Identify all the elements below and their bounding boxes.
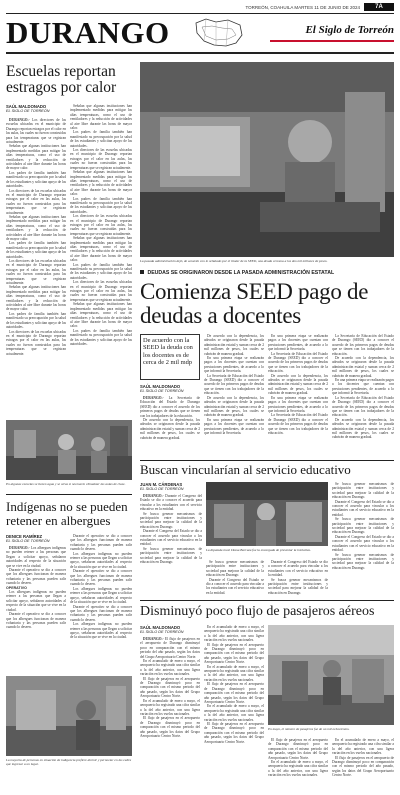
story3-subhead: OPERATIVO <box>6 585 27 590</box>
story4-column-2: Se busca generar mecanismos de participación entre instituciones y sociedad para mejorar la calidad de la educación en Durango. Durante el Congreso del Estado se dio a conocer el acuerdo para vincular a los estudiantes con el servicio educativo en la entidad. <box>206 560 264 595</box>
story3-column-2: Durante el operativo se dio a conocer que los albergues funcionan de manera voluntaria y las personas pueden salir cuando lo deseen. Los albergues indígenas no pueden retener a las personas que llegan a solicitar apoyo, señalaron autoridades al respecto de la situación que se vive en la ciudad. Durante el operativo se dio a conocer que los albergues funcionan de manera voluntaria y las personas pueden salir cuando lo deseen. Los albergues indígenas no pueden retener a las personas que llegan a solicitar apoyo, señalaron autoridades al respecto de la situación que se vive en la ciudad. Durante el operativo se dio a conocer que los albergues funcionan de manera voluntaria y las personas pueden salir cuando lo deseen. Los albergues indígenas no pueden retener a las personas que llegan a solicitar apoyo, señalaron autoridades al respecto de la situación que se vive en la ciudad. <box>70 534 132 640</box>
section-title: DURANGO <box>6 15 170 50</box>
accent-bar <box>270 40 394 42</box>
state-map-icon <box>192 17 246 49</box>
story3-caption: La mayoría de personas en situación de indigencia prefiere dormir y pernoctar en las calles que ingresar a un lugar. <box>6 758 132 766</box>
story1-column-1: DURANGO.- Los directores de las escuelas ubicadas en el municipio de Durango reportan estragos por el calor en las aulas, las cuales no fueron construidas para las temperaturas que se registran actualmente. Señalan que algunas instituciones han implementado medidas para mitigar las altas temperaturas, como el uso de ventiladores y la reducción de actividades al aire libre durante las horas de mayor calor. Los padres de familia también han manifestado su preocupación por la salud de los estudiantes y solicitan apoyo de las autoridades. Los directores de las escuelas ubicadas en el municipio de Durango reportan estragos por el calor en las aulas, las cuales no fueron construidas para las temperaturas que se registran actualmente. Señalan que algunas instituciones han implementado medidas para mitigar las altas temperaturas, como el uso de ventiladores y la reducción de actividades al aire libre durante las horas de mayor calor. Los padres de familia también han manifestado su preocupación por la salud de los estudiantes y solicitan apoyo de las autoridades. Los directores de las escuelas ubicadas en el municipio de Durango reportan estragos por el calor en las aulas, las cuales no fueron construidas para las temperaturas que se registran actualmente. Señalan que algunas instituciones han implementado medidas para mitigar las altas temperaturas, como el uso de ventiladores y la reducción de actividades al aire libre durante las horas de mayor calor. Los padres de familia también han manifestado su preocupación por la salud de los estudiantes y solicitan apoyo de las autoridades. Los directores de las escuelas ubicadas en el municipio de Durango reportan estragos por el calor en las aulas, las cuales no fueron construidas para las temperaturas que se registran actualmente. <box>6 118 66 356</box>
story5-photo <box>268 625 394 725</box>
story5-byline: SAÚL MALDONADO EL SIGLO DE TORREÓN <box>140 625 184 634</box>
story5-column-2: En el acumulado de enero a mayo, el aeropuerto ha registrado una cifra similar a la del año anterior, con una ligera variación en los vuelos nacionales. El flujo de pasajeros en el aeropuerto de Durango disminuyó poco en comparación con el mismo periodo del año pasado, según los datos del Grupo Aeroportuario Centro Norte. En el acumulado de enero a mayo, el aeropuerto ha registrado una cifra similar a la del año anterior, con una ligera variación en los vuelos nacionales. El flujo de pasajeros en el aeropuerto de Durango disminuyó poco en comparación con el mismo periodo del año pasado, según los datos del Grupo Aeroportuario Centro Norte. En el acumulado de enero a mayo, el aeropuerto ha registrado una cifra similar a la del año anterior, con una ligera variación en los vuelos nacionales. El flujo de pasajeros en el aeropuerto de Durango disminuyó poco en comparación con el mismo periodo del año pasado, según los datos del Grupo Aeroportuario Centro Norte. <box>204 625 264 744</box>
story2-column-1: DURANGO.- La Secretaría de Educación del Estado de Durango (SEED) dio a conocer el acuerdo de los primeros pagos de deudas que se tienen con los trabajadores de la educación. De acuerdo con la dependencia, los adeudos se originaron desde la pasada administración estatal y suman cerca de 2 mil millones de pesos, los cuales se cubrirán de manera gradual. <box>140 396 200 440</box>
story4-column-3: Durante el Congreso del Estado se dio a conocer el acuerdo para vincular a los estudiantes con el servicio educativo en la entidad. Se busca generar mecanismos de participación entre instituciones y sociedad para mejorar la calidad de la educación en Durango. <box>268 560 328 595</box>
story5-column-1: DURANGO.- El flujo de pasajeros en el aeropuerto de Durango disminuyó poco en comparación con el mismo periodo del año pasado, según los datos del Grupo Aeroportuario Centro Norte. En el acumulado de enero a mayo, el aeropuerto ha registrado una cifra similar a la del año anterior, con una ligera variación en los vuelos nacionales. El flujo de pasajeros en el aeropuerto de Durango disminuyó poco en comparación con el mismo periodo del año pasado, según los datos del Grupo Aeroportuario Centro Norte. En el acumulado de enero a mayo, el aeropuerto ha registrado una cifra similar a la del año anterior, con una ligera variación en los vuelos nacionales. El flujo de pasajeros en el aeropuerto de Durango disminuyó poco en comparación con el mismo periodo del año pasado, según los datos del Grupo Aeroportuario Centro Norte. <box>140 637 200 738</box>
story4-headline: Buscan vincularían al servicio educativo <box>140 462 351 477</box>
divider-left-1 <box>6 494 132 495</box>
story3-photo <box>6 676 132 756</box>
story2-byline: SAÚL MALDONADO EL SIGLO DE TORREÓN <box>140 384 184 393</box>
story1-caption: En algunas escuelas se tienen agua y se otras si necesario climatizar las aulas de clase. <box>6 482 126 486</box>
story3-headline: Indígenas no se pueden retener en albergues <box>6 499 128 528</box>
story2-headline: Comienza SEED pago de deudas a docentes <box>140 279 369 328</box>
story4-photo <box>206 482 328 546</box>
story5-column-3: El flujo de pasajeros en el aeropuerto de Durango disminuyó poco en comparación con el mismo periodo del año pasado, según los datos del Grupo Aeroportuario Centro Norte. En el acumulado de enero a mayo, el aeropuerto ha registrado una cifra similar a la del año anterior, con una ligera variación en los vuelos nacionales. <box>268 738 328 778</box>
paper-logo: El Siglo de Torreón <box>305 24 394 36</box>
story5-column-4: En el acumulado de enero a mayo, el aeropuerto ha registrado una cifra similar a la del año anterior, con una ligera variación en los vuelos nacionales. El flujo de pasajeros en el aeropuerto de Durango disminuyó poco en comparación con el mismo periodo del año pasado, según los datos del Grupo Aeroportuario Centro Norte. <box>332 738 394 778</box>
story3-byline: DENICE RAMÍREZ EL SIGLO DE TORREÓN <box>6 534 50 543</box>
top-line <box>120 5 360 10</box>
masthead-rule <box>6 52 394 54</box>
story2-caption: La pasada administración dejó, de acuerdo con lo señalado por el titular de la SEED, una deuda cercana a los dos mil millones de pesos. <box>140 259 328 263</box>
story4-column-4: Se busca generar mecanismos de participación entre instituciones y sociedad para mejorar la calidad de la educación en Durango. Durante el Congreso del Estado se dio a conocer el acuerdo para vincular a los estudiantes con el servicio educativo en la entidad. Se busca generar mecanismos de participación entre instituciones y sociedad para mejorar la calidad de la educación en Durango. Durante el Congreso del Estado se dio a conocer el acuerdo para vincular a los estudiantes con el servicio educativo en la entidad. Se busca generar mecanismos de participación entre instituciones y sociedad para mejorar la calidad de la educación en Durango. <box>332 482 394 570</box>
story2-highlight: De acuerdo con la SEED la deuda con los docentes es de cerca de 2 mil mdp <box>140 334 200 380</box>
story1-byline: SAÚL MALDONADO EL SIGLO DE TORREÓN <box>6 104 50 113</box>
story2-column-4: La Secretaría de Educación del Estado de Durango (SEED) dio a conocer el acuerdo de los primeros pagos de deudas que se tienen con los trabajadores de la educación. De acuerdo con la dependencia, los adeudos se originaron desde la pasada administración estatal y suman cerca de 2 mil millones de pesos, los cuales se cubrirán de manera gradual. En una primera etapa se realizarán pagos a los docentes que cuentan con prestaciones pendientes, de acuerdo a lo que informó la Secretaría. La Secretaría de Educación del Estado de Durango (SEED) dio a conocer el acuerdo de los primeros pagos de deudas que se tienen con los trabajadores de la educación. De acuerdo con la dependencia, los adeudos se originaron desde la pasada administración estatal y suman cerca de 2 mil millones de pesos, los cuales se cubrirán de manera gradual. <box>332 334 394 440</box>
story2-column-3: En una primera etapa se realizarán pagos a los docentes que cuentan con prestaciones pendientes, de acuerdo a lo que informó la Secretaría. La Secretaría de Educación del Estado de Durango (SEED) dio a conocer el acuerdo de los primeros pagos de deudas que se tienen con los trabajadores de la educación. De acuerdo con la dependencia, los adeudos se originaron desde la pasada administración estatal y suman cerca de 2 mil millones de pesos, los cuales se cubrirán de manera gradual. En una primera etapa se realizarán pagos a los docentes que cuentan con prestaciones pendientes, de acuerdo a lo que informó la Secretaría. La Secretaría de Educación del Estado de Durango (SEED) dio a conocer el acuerdo de los primeros pagos de deudas que se tienen con los trabajadores de la educación. <box>268 334 328 435</box>
top-rule <box>6 13 394 14</box>
story2-photo <box>140 62 394 257</box>
story4-caption: La diputada local Diana Barraza fue la encargada de presentar la iniciativa. <box>206 548 311 552</box>
page-number: 7A <box>364 3 394 11</box>
story4-byline: JUAN M. CÁRDENAS EL SIGLO DE TORREÓN <box>140 482 184 491</box>
story2-column-2: De acuerdo con la dependencia, los adeudos se originaron desde la pasada administración estatal y suman cerca de 2 mil millones de pesos, los cuales se cubrirán de manera gradual. En una primera etapa se realizarán pagos a los docentes que cuentan con prestaciones pendientes, de acuerdo a lo que informó la Secretaría. La Secretaría de Educación del Estado de Durango (SEED) dio a conocer el acuerdo de los primeros pagos de deudas que se tienen con los trabajadores de la educación. De acuerdo con la dependencia, los adeudos se originaron desde la pasada administración estatal y suman cerca de 2 mil millones de pesos, los cuales se cubrirán de manera gradual. En una primera etapa se realizarán pagos a los docentes que cuentan con prestaciones pendientes, de acuerdo a lo que informó la Secretaría. <box>204 334 264 435</box>
story1-column-2: Señalan que algunas instituciones han implementado medidas para mitigar las altas temperaturas, como el uso de ventiladores y la reducción de actividades al aire libre durante las horas de mayor calor. Los padres de familia también han manifestado su preocupación por la salud de los estudiantes y solicitan apoyo de las autoridades. Los directores de las escuelas ubicadas en el municipio de Durango reportan estragos por el calor en las aulas, las cuales no fueron construidas para las temperaturas que se registran actualmente. Señalan que algunas instituciones han implementado medidas para mitigar las altas temperaturas, como el uso de ventiladores y la reducción de actividades al aire libre durante las horas de mayor calor. Los padres de familia también han manifestado su preocupación por la salud de los estudiantes y solicitan apoyo de las autoridades. Los directores de las escuelas ubicadas en el municipio de Durango reportan estragos por el calor en las aulas, las cuales no fueron construidas para las temperaturas que se registran actualmente. Señalan que algunas instituciones han implementado medidas para mitigar las altas temperaturas, como el uso de ventiladores y la reducción de actividades al aire libre durante las horas de mayor calor. Los padres de familia también han manifestado su preocupación por la salud de los estudiantes y solicitan apoyo de las autoridades. Los directores de las escuelas ubicadas en el municipio de Durango reportan estragos por el calor en las aulas, las cuales no fueron construidas para las temperaturas que se registran actualmente. Señalan que algunas instituciones han implementado medidas para mitigar las altas temperaturas, como el uso de ventiladores y la reducción de actividades al aire libre durante las horas de mayor calor. Los padres de familia también han manifestado su preocupación por la salud de los estudiantes y solicitan apoyo de las autoridades. <box>70 104 132 346</box>
story1-photo <box>6 420 132 480</box>
story1-headline: Escuelas reportan estragos por calor <box>6 63 117 96</box>
story2-kicker: DEUDAS SE ORIGINARON DESDE LA PASADA ADMINISTRACIÓN ESTATAL <box>140 270 394 276</box>
divider-right-2 <box>140 600 394 601</box>
story4-column-1: DURANGO.- Durante el Congreso del Estado se dio a conocer el acuerdo para vincular a los estudiantes con el servicio educativo en la entidad. Se busca generar mecanismos de participación entre instituciones y sociedad para mejorar la calidad de la educación en Durango. Durante el Congreso del Estado se dio a conocer el acuerdo para vincular a los estudiantes con el servicio educativo en la entidad. Se busca generar mecanismos de participación entre instituciones y sociedad para mejorar la calidad de la educación en Durango. <box>140 494 202 565</box>
story5-headline: Disminuyó poco flujo de pasajeros aéreos <box>140 604 375 619</box>
kicker-square-icon <box>140 270 144 274</box>
story3-column-1: DURANGO.- Los albergues indígenas no pueden retener a las personas que llegan a solicitar apoyo, señalaron autoridades al respecto de la situación que se vive en la ciudad. Durante el operativo se dio a conocer que los albergues funcionan de manera voluntaria y las personas pueden salir cuando lo deseen. OPERATIVO Los albergues indígenas no pueden retener a las personas que llegan a solicitar apoyo, señalaron autoridades al respecto de la situación que se vive en la ciudad. Durante el operativo se dio a conocer que los albergues funcionan de manera voluntaria y las personas pueden salir cuando lo deseen. <box>6 546 66 630</box>
divider-right-1 <box>140 460 394 461</box>
date-line: TORREÓN, COAHUILA MARTES 11 DE JUNIO DE 2024 <box>245 5 360 10</box>
story5-caption: En mayo, el número de pasajeros fue de un mil ochocientos. <box>268 727 350 731</box>
